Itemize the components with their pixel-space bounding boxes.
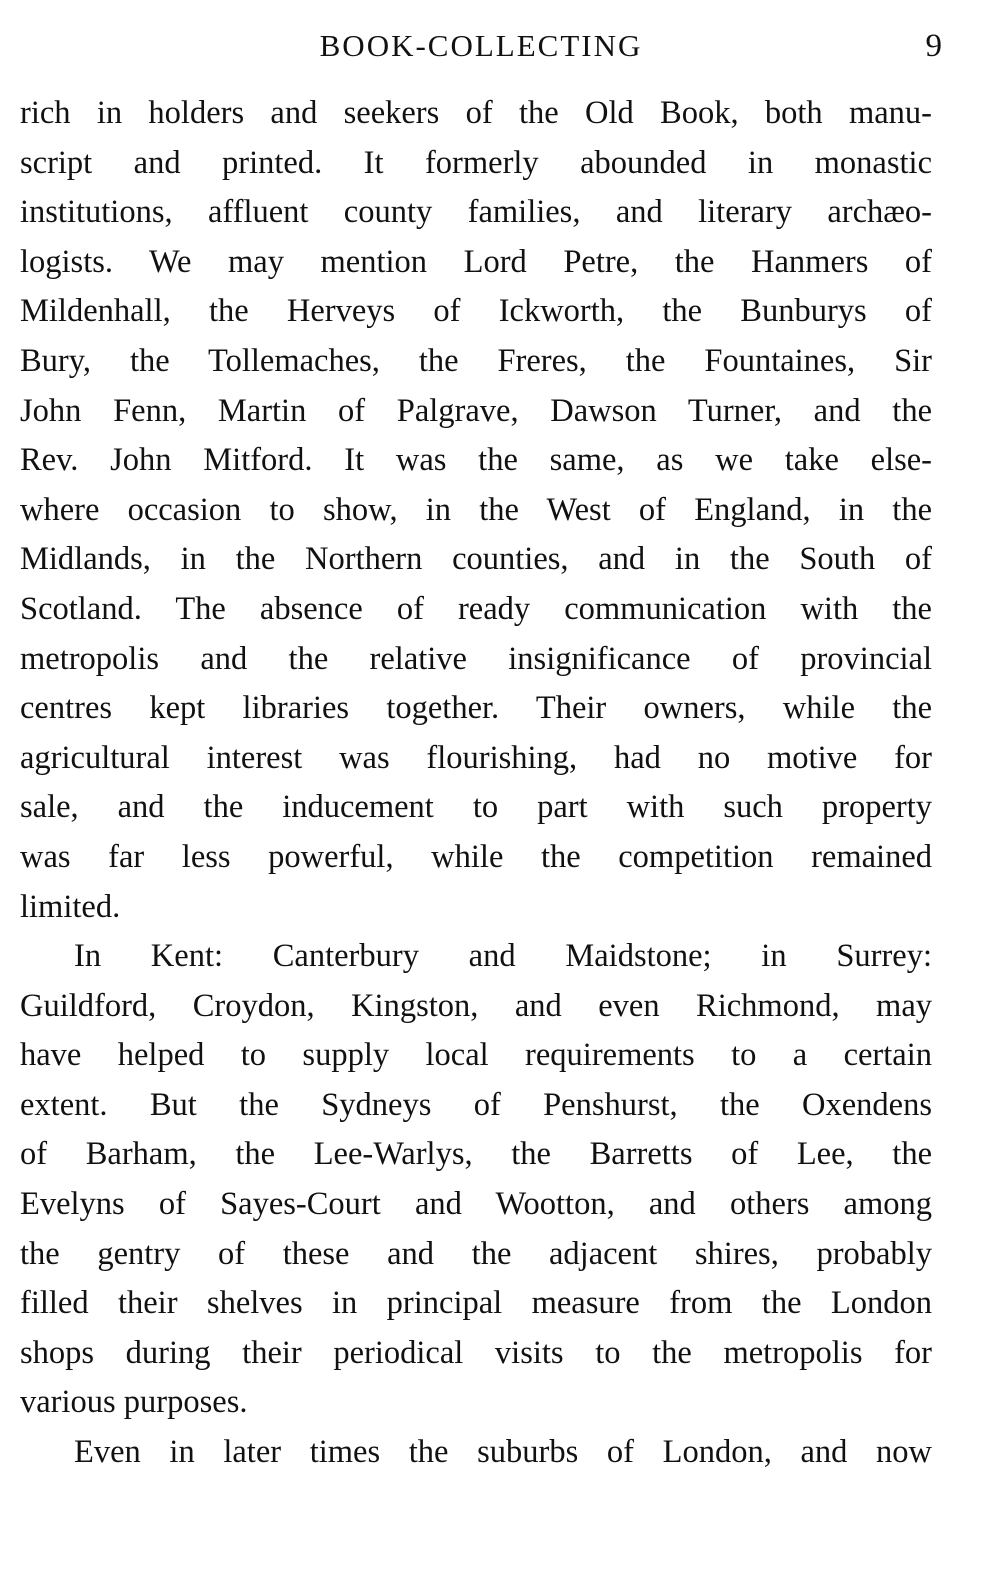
text-line: agricultural interest was flourishing, had no motive for [20,739,932,776]
text-line: script and printed. It formerly abounded in monastic [20,144,932,181]
text-line: sale, and the inducement to part with such property [20,789,932,826]
text-line: Evelyns of Sayes-Court and Wootton, and others among [20,1186,932,1223]
text-line: centres kept libraries together. Their owners, while the [20,690,932,727]
text-line: Even in later times the suburbs of London, and now [74,1434,932,1471]
text-line: Mildenhall, the Herveys of Ickworth, the Bunburys of [20,293,932,330]
text-line: filled their shelves in principal measure from the London [20,1285,932,1322]
text-line: was far less powerful, while the competition remained [20,838,932,875]
text-line: John Fenn, Martin of Palgrave, Dawson Turner, and the [20,392,932,429]
text-line: various purposes. [20,1384,248,1421]
text-line: rich in holders and seekers of the Old Book, both manu- [20,95,932,131]
text-line: logists. We may mention Lord Petre, the Hanmers of [20,243,932,280]
body-text [20,89,932,1478]
running-head-title: BOOK-COLLECTING [319,28,643,63]
text-line: have helped to supply local requirements to a certain [20,1037,932,1074]
text-line: the gentry of these and the adjacent shires, probably [20,1235,932,1272]
page-number: 9 [925,28,942,64]
text-line: of Barham, the Lee-Warlys, the Barretts of Lee, the [20,1136,932,1173]
text-line: metropolis and the relative insignificance of provincial [20,640,932,677]
paragraph [20,89,932,932]
text-line: where occasion to show, in the West of England, in the [20,491,932,528]
text-line: limited. [20,888,121,925]
text-line: Scotland. The absence of ready communication with the [20,590,932,627]
text-line: Bury, the Tollemaches, the Freres, the Fountaines, Sir [20,342,932,379]
paragraph [20,932,932,1428]
paragraph [20,1428,932,1478]
text-line: Guildford, Croydon, Kingston, and even Richmond, may [20,987,932,1024]
text-line: shops during their periodical visits to the metropolis for [20,1334,932,1371]
running-head [20,22,942,72]
text-line: extent. But the Sydneys of Penshurst, the Oxendens [20,1086,932,1123]
text-line: Rev. John Mitford. It was the same, as we take else- [20,442,932,479]
text-line: Midlands, in the Northern counties, and in the South of [20,541,932,578]
text-line: institutions, affluent county families, and literary archæo- [20,194,932,231]
text-line: In Kent: Canterbury and Maidstone; in Surrey: [74,938,932,975]
